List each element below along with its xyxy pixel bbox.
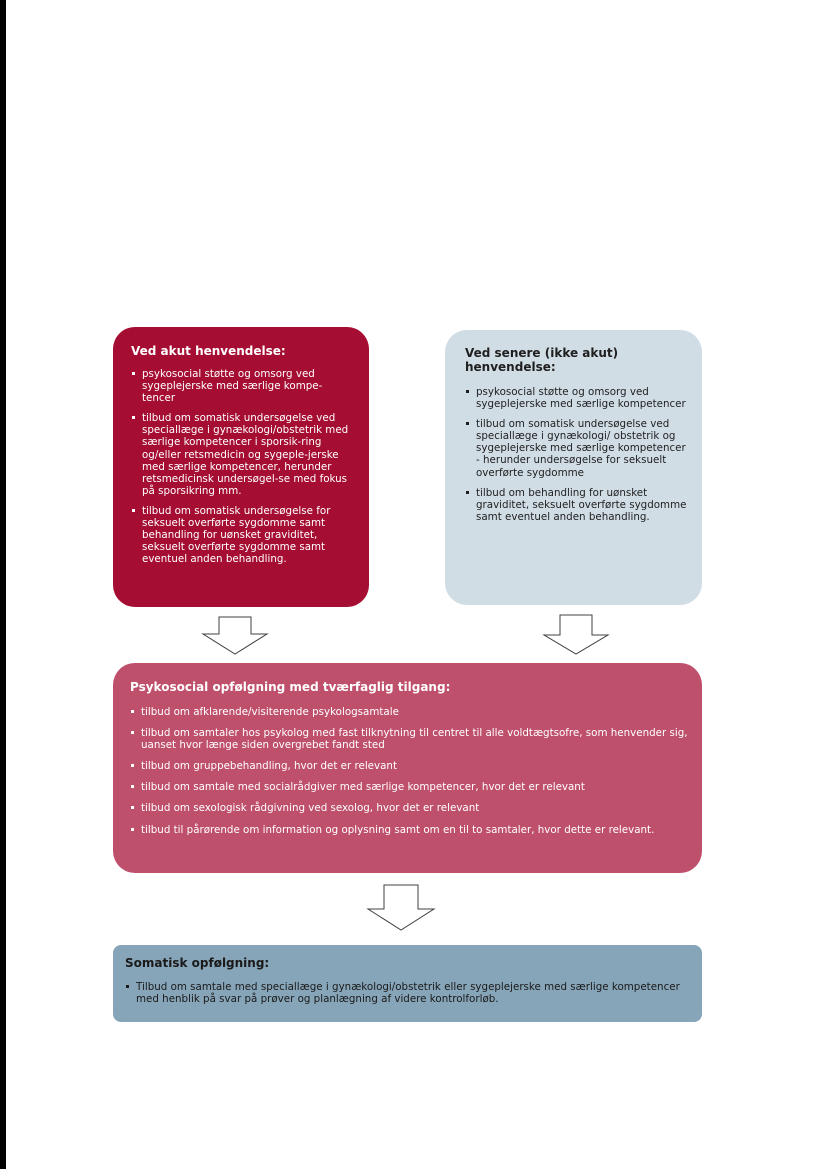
down-arrow-icon: [201, 616, 269, 656]
list-item: tilbud om gruppebehandling, hvor det er relevant: [130, 760, 688, 772]
list-item: tilbud om somatisk undersøgelse for seksuelt overførte sygdomme samt behandling for uønsket graviditet, seksuelt overførte sygdomme samt eventuel anden behandling.: [131, 505, 355, 565]
list-item: psykosocial støtte og omsorg ved sygeplejerske med særlige kompetencer: [465, 386, 688, 410]
somatic-followup-title: Somatisk opfølgning:: [125, 956, 270, 970]
somatic-followup-box: [113, 945, 702, 1022]
list-item: tilbud om behandling for uønsket graviditet, seksuelt overførte sygdomme samt eventuel anden behandling.: [465, 487, 688, 523]
somatic-followup-list: [125, 981, 688, 1005]
later-contact-list: [465, 386, 688, 523]
psychosocial-followup-title: Psykosocial opfølgning med tværfaglig tilgang:: [130, 680, 451, 694]
list-item: tilbud til pårørende om information og oplysning samt om en til to samtaler, hvor dette er relevant.: [130, 824, 688, 836]
list-item: tilbud om samtaler hos psykolog med fast tilknytning til centret til alle voldtægtsofre, som henvender sig, uanset hvor længe siden overgrebet fandt sted: [130, 727, 688, 751]
acute-contact-title: Ved akut henvendelse:: [131, 344, 286, 358]
later-contact-title: Ved senere (ikke akut) henvendelse:: [465, 346, 619, 374]
list-item: psykosocial støtte og omsorg ved sygeplejerske med særlige kompe-tencer: [131, 368, 355, 404]
page-edge: [0, 0, 6, 1169]
down-arrow-icon: [542, 614, 610, 656]
down-arrow-icon: [366, 884, 436, 932]
later-contact-box: [445, 330, 702, 605]
acute-contact-list: [131, 368, 355, 565]
psychosocial-followup-box: [113, 663, 702, 873]
psychosocial-followup-list: [130, 706, 688, 836]
list-item: tilbud om afklarende/visiterende psykologsamtale: [130, 706, 688, 718]
list-item: tilbud om sexologisk rådgivning ved sexolog, hvor det er relevant: [130, 802, 688, 814]
list-item: tilbud om samtale med socialrådgiver med særlige kompetencer, hvor det er relevant: [130, 781, 688, 793]
list-item: Tilbud om samtale med speciallæge i gynækologi/obstetrik eller sygeplejerske med særlige kompetencer med henblik på svar på prøver og planlægning af videre kontrolforløb.: [125, 981, 688, 1005]
list-item: tilbud om somatisk undersøgelse ved speciallæge i gynækologi/obstetrik med særlige kompetencer i sporsik-ring og/eller retsmedicin og sygeple-jerske med særlige kompetencer, herunder retsmedicinsk undersøgel-se med fokus på sporsikring mm.: [131, 412, 355, 497]
list-item: tilbud om somatisk undersøgelse ved speciallæge i gynækologi/ obstetrik og sygeplejerske med særlige kompetencer - herunder undersøgelse for seksuelt overførte sygdomme: [465, 418, 688, 478]
acute-contact-box: [113, 327, 369, 607]
